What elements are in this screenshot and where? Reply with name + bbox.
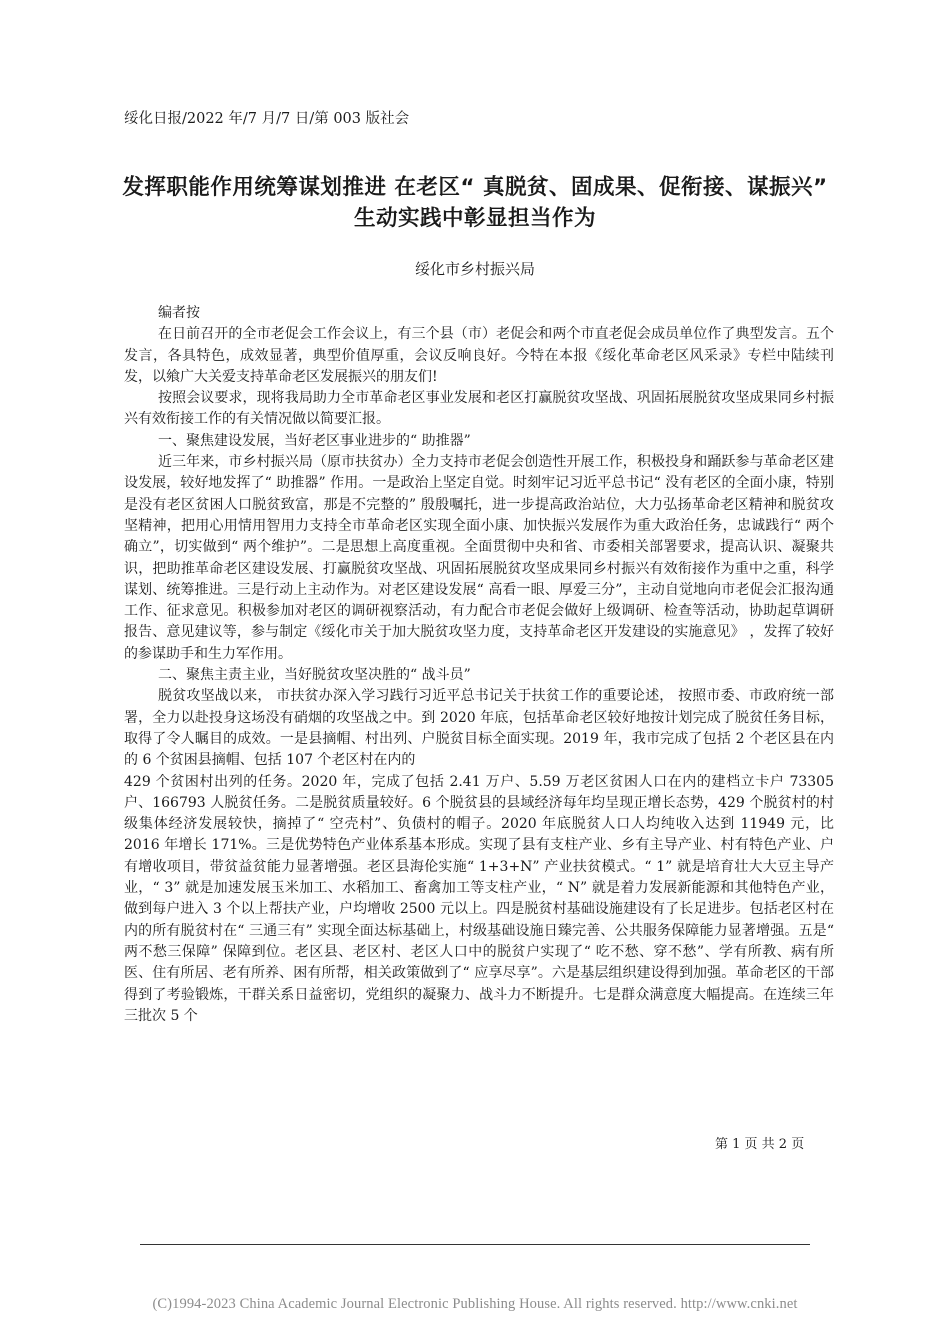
article-body: [124, 303, 834, 1027]
section-heading: 二、聚焦主责主业，当好脱贫攻坚决胜的“ 战斗员”: [158, 667, 471, 684]
article-title: 发挥职能作用统筹谋划推进 在老区“ 真脱贫、固成果、促衔接、谋振兴” 生动实践中彰显担当作为: [122, 175, 828, 231]
section-heading: 一、聚焦建设发展，当好老区事业进步的“ 助推器”: [158, 432, 471, 449]
paragraph: 近三年来，市乡村振兴局（原市扶贫办）全力支持市老促会创造性开展工作，积极投身和踊跃参与革命老区建设发展，较好地发挥了“ 助推器” 作用。一是政治上坚定自觉。时刻牢记习近平总书记“ 没有老区的全面小康，特别是没有老区贫困人口脱贫致富，那是不完整的” 殷殷嘱托，进一步提高政治站位，大力弘扬革命老区精神和脱贫攻坚精神，把用心用情用智用力支持全市革命老区实现全面小康、加快振兴发展作为重大政治任务，忠诚践行“ 两个确立”，切实做到“ 两个维护”。二是思想上高度重视。全面贯彻中央和省、市委相关部署要求，提高认识、凝聚共识，把助推革命老区建设发展、打赢脱贫攻坚战、巩固拓展脱贫攻坚成果同乡村振兴有效衔接作为重中之重，科学谋划、统筹推进。三是行动上主动作为。对老区建设发展“ 高看一眼、厚爱三分”，主动自觉地向市老促会汇报沟通工作、征求意见。积极参加对老区的调研视察活动，有力配合市老促会做好上级调研、检查等活动，协助起草调研报告、意见建议等，参与制定《绥化市关于加大脱贫攻坚力度，支持革命老区开发建设的实施意见》 ，发挥了较好的参谋助手和生力军作用。: [124, 454, 834, 662]
paragraph: 按照会议要求，现将我局助力全市革命老区事业发展和老区打赢脱贫攻坚战、巩固拓展脱贫攻坚成果同乡村振兴有效衔接工作的有关情况做以简要汇报。: [124, 390, 834, 428]
copyright-line: (C)1994-2023 China Academic Journal Electronic Publishing House. All rights reserved. http://www.cnki.net: [152, 1296, 798, 1312]
source-line: 绥化日报/2022 年/7 月/7 日/第 003 版社会: [124, 111, 410, 127]
editor-note-label: 编者按: [158, 305, 200, 321]
paragraph: 在日前召开的全市老促会工作会议上，有三个县（市）老促会和两个市直老促会成员单位作了典型发言。五个发言，各具特色，成效显著，典型价值厚重，会议反响良好。今特在本报《绥化革命老区风采录》专栏中陆续刊发，以飨广大关爱支持革命老区发展振兴的朋友们!: [124, 326, 834, 385]
paragraph: 脱贫攻坚战以来， 市扶贫办深入学习践行习近平总书记关于扶贫工作的重要论述， 按照市委、市政府统一部署，全力以赴投身这场没有硝烟的攻坚战之中。到 2020 年底，包括革命老区较好地按计划完成了脱贫任务目标，取得了令人瞩目的成效。一是县摘帽、村出列、户脱贫目标全面实现。2019 年，我市完成了包括 2 个老区县在内的 6 个贫困县摘帽、包括 107 个老区村在内的: [124, 688, 834, 769]
article-author: 绥化市乡村振兴局: [414, 260, 535, 278]
page-indicator: 第 1 页 共 2 页: [715, 1137, 805, 1152]
footer-divider: [140, 1244, 810, 1245]
paragraph: 429 个贫困村出列的任务。2020 年，完成了包括 2.41 万户、5.59 万老区贫困人口在内的建档立卡户 73305 户、166793 人脱贫任务。二是脱贫质量较好。6 个脱贫县的县域经济每年均呈现正增长态势，429 个脱贫村的村级集体经济发展较快，摘掉了“ 空壳村”、负债村的帽子。2020 年底脱贫人口人均纯收入达到 11949 元，比 2016 年增长 171%。三是优势特色产业体系基本形成。实现了县有支柱产业、乡有主导产业、村有特色产业、户有增收项目，带贫益贫能力显著增强。老区县海伦实施“ 1+3+N” 产业扶贫模式。“ 1” 就是培育壮大大豆主导产业，“ 3” 就是加速发展玉米加工、水稻加工、畜禽加工等支柱产业，“ N” 就是着力发展新能源和其他特色产业，做到每户进入 3 个以上帮扶产业，户均增收 2500 元以上。四是脱贫村基础设施建设有了长足进步。包括老区村在内的所有脱贫村在“ 三通三有” 实现全面达标基础上，村级基础设施日臻完善、公共服务保障能力显著增强。五是“ 两不愁三保障” 保障到位。老区县、老区村、老区人口中的脱贫户实现了“ 吃不愁、穿不愁”、学有所教、病有所医、住有所居、老有所养、困有所帮，相关政策做到了“ 应享尽享”。六是基层组织建设得到加强。革命老区的干部得到了考验锻炼，干群关系日益密切，党组织的凝聚力、战斗力不断提升。七是群众满意度大幅提高。在连续三年三批次 5 个: [124, 773, 834, 1024]
